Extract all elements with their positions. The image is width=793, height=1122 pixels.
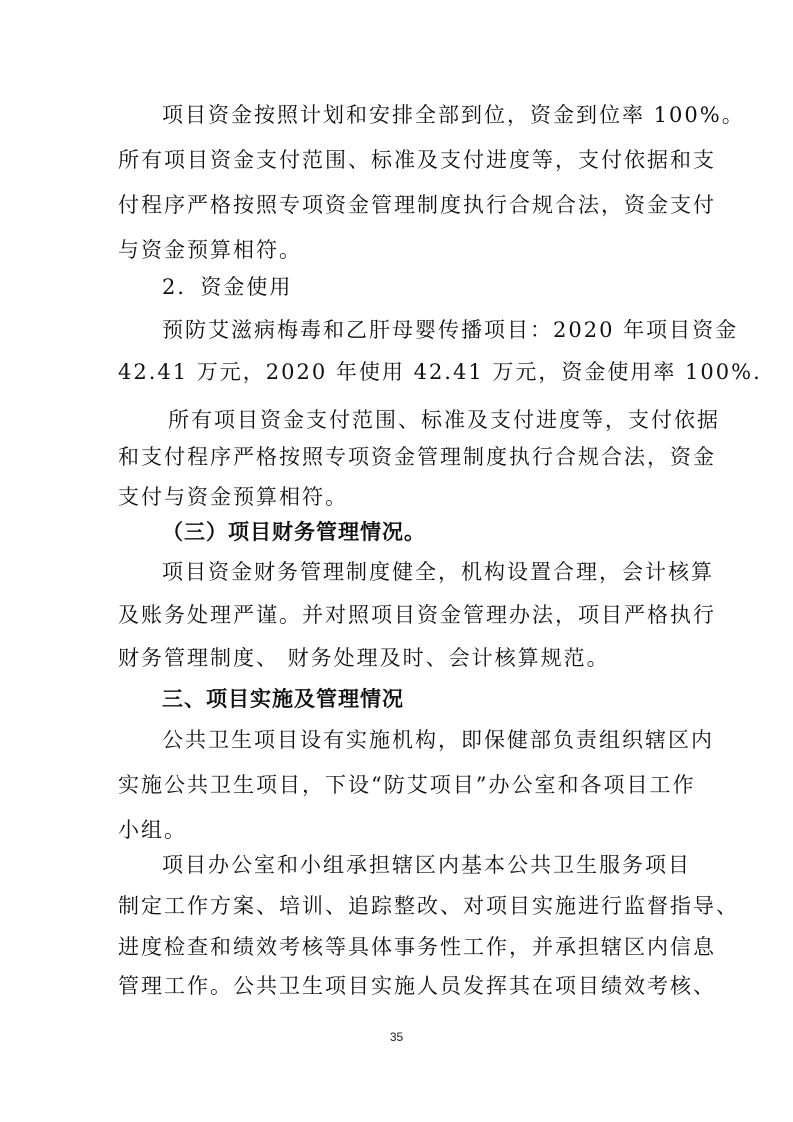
body-line: 进度检查和绩效考核等具体事务性工作，并承担辖区内信息 [118, 935, 716, 959]
body-line: 预防艾滋病梅毒和乙肝母婴传播项目：2020 年项目资金 [162, 318, 739, 342]
chapter-heading: 三、项目实施及管理情况 [162, 687, 404, 711]
body-line: 管理工作。公共卫生项目实施人员发挥其在项目绩效考核、 [118, 974, 716, 998]
body-line: 所有项目资金支付范围、标准及支付进度等，支付依据 [168, 408, 720, 432]
body-line: 实施公共卫生项目，下设“防艾项目”办公室和各项目工作 [118, 773, 696, 797]
body-line: 公共卫生项目设有实施机构，即保健部负责组织辖区内 [162, 728, 714, 752]
body-line: 项目办公室和小组承担辖区内基本公共卫生服务项目 [162, 853, 691, 877]
body-line: 及账务处理严谨。并对照项目资金管理办法，项目严格执行 [118, 603, 716, 627]
body-line: 制定工作方案、培训、追踪整改、对项目实施进行监督指导、 [118, 894, 739, 918]
body-line: 项目资金按照计划和安排全部到位，资金到位率 100%。 [162, 103, 745, 127]
body-line: 付程序严格按照专项资金管理制度执行合规合法，资金支付 [118, 193, 716, 217]
body-line: 42.41 万元，2020 年使用 42.41 万元，资金使用率 100%. [118, 360, 762, 384]
body-line: 项目资金财务管理制度健全，机构设置合理，会计核算 [162, 560, 714, 584]
body-line: 财务管理制度、 财务处理及时、会计核算规范。 [118, 646, 610, 670]
page-number: 35 [389, 1030, 404, 1044]
body-line: 和支付程序严格按照专项资金管理制度执行合规合法，资金 [118, 445, 716, 469]
body-line: 支付与资金预算相符。 [118, 485, 348, 509]
section-heading: （三）项目财务管理情况。 [162, 520, 426, 544]
body-line: 所有项目资金支付范围、标准及支付进度等，支付依据和支 [118, 148, 716, 172]
body-line: 与资金预算相符。 [118, 238, 302, 262]
body-line: 小组。 [118, 818, 187, 842]
subsection-heading: 2．资金使用 [162, 275, 293, 299]
